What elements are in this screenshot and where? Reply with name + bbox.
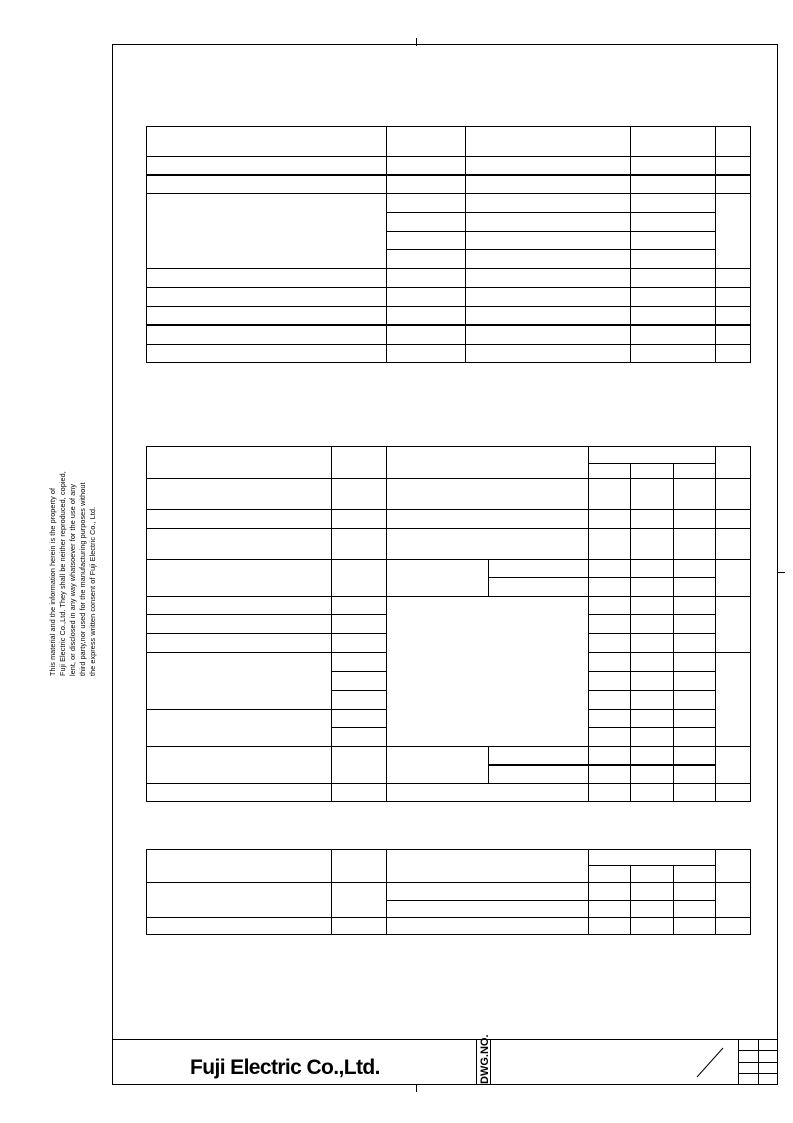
table-1-col-line xyxy=(386,126,387,363)
table-2-row-line xyxy=(488,764,715,766)
frame-tick-top xyxy=(416,38,417,46)
frame-tick-bottom xyxy=(416,1084,417,1092)
table-2-row-line xyxy=(588,690,715,691)
table-1-row-line xyxy=(146,268,751,269)
table-1-border xyxy=(146,126,751,363)
table-2-row-line xyxy=(146,652,386,653)
table-1-row-line xyxy=(146,344,751,345)
table-2-row-line xyxy=(146,478,751,479)
table-2-row-line xyxy=(146,783,751,784)
revision-grid-line xyxy=(738,1073,778,1074)
revision-slash xyxy=(695,1045,725,1079)
table-1-col-line xyxy=(465,126,466,363)
frame-tick-right xyxy=(777,572,785,573)
table-2-row-line xyxy=(588,709,715,710)
table-2-row-line xyxy=(146,709,386,710)
table-3-row-line xyxy=(146,882,751,883)
table-2-row-line xyxy=(331,671,386,672)
table-3-col-line xyxy=(331,849,332,935)
confidentiality-notice xyxy=(48,436,98,676)
table-2-row-line xyxy=(588,614,715,615)
dwg-no-label: DWG.NO. xyxy=(479,1034,491,1084)
table-3-header-line xyxy=(588,865,715,866)
notice-line: the express written consent of Fuji Electric Co., Ltd. xyxy=(88,506,97,676)
table-3-border xyxy=(146,849,751,935)
table-2-row-line xyxy=(146,614,386,615)
table-3-row-line xyxy=(386,900,715,901)
table-1-col-line xyxy=(630,126,631,363)
table-2-row-line xyxy=(588,652,751,653)
notice-line: Fuji Electric Co.,Ltd. They shall be neither reproduced, copied, xyxy=(58,471,67,676)
table-3-col-line xyxy=(715,849,716,935)
notice-line: This material and the information herein is the property of xyxy=(48,487,57,676)
table-2-col-line xyxy=(386,446,387,802)
table-2-row-line xyxy=(331,727,386,728)
revision-grid-line xyxy=(738,1050,778,1051)
table-1-row-line xyxy=(146,156,751,157)
table-2-row-line xyxy=(331,690,386,691)
table-2-header-line xyxy=(588,463,715,464)
notice-line: lent, or disclosed in any way whatsoever for the use of any xyxy=(68,483,77,676)
table-1-row-line xyxy=(386,249,715,250)
table-2-row-line xyxy=(146,509,751,510)
table-3-row-line xyxy=(146,917,751,918)
table-2-row-line xyxy=(588,727,715,728)
company-name: Fuji Electric Co.,Ltd. xyxy=(190,1056,380,1079)
table-2-border xyxy=(146,446,751,802)
table-2-row-line xyxy=(146,633,386,634)
table-2-col-line xyxy=(588,446,589,802)
table-1-col-line xyxy=(715,126,716,363)
table-2-row-line xyxy=(588,671,715,672)
notice-line: third party,nor used for the manufacturing purposes without xyxy=(78,482,87,676)
table-1-row-line xyxy=(146,306,751,307)
table-1-row-line xyxy=(386,231,715,232)
table-1-row-line xyxy=(146,324,751,326)
table-2-row-line xyxy=(588,633,715,634)
revision-grid-line xyxy=(738,1062,778,1063)
table-2-row-line xyxy=(146,559,751,560)
table-3-col-line xyxy=(588,849,589,935)
table-1-row-line xyxy=(386,212,715,213)
table-2-row-line xyxy=(146,746,751,747)
title-block-divider xyxy=(476,1039,477,1085)
table-3-col-line xyxy=(386,849,387,935)
table-2-col-line xyxy=(331,446,332,802)
table-2-row-line xyxy=(146,528,751,529)
table-1-row-line xyxy=(146,287,751,288)
title-block-top-line xyxy=(112,1039,778,1040)
table-2-row-line xyxy=(488,577,715,578)
table-2-col-line xyxy=(715,446,716,802)
table-1-row-line xyxy=(146,174,751,176)
table-2-row-line xyxy=(146,596,751,597)
table-1-row-line xyxy=(146,193,751,194)
